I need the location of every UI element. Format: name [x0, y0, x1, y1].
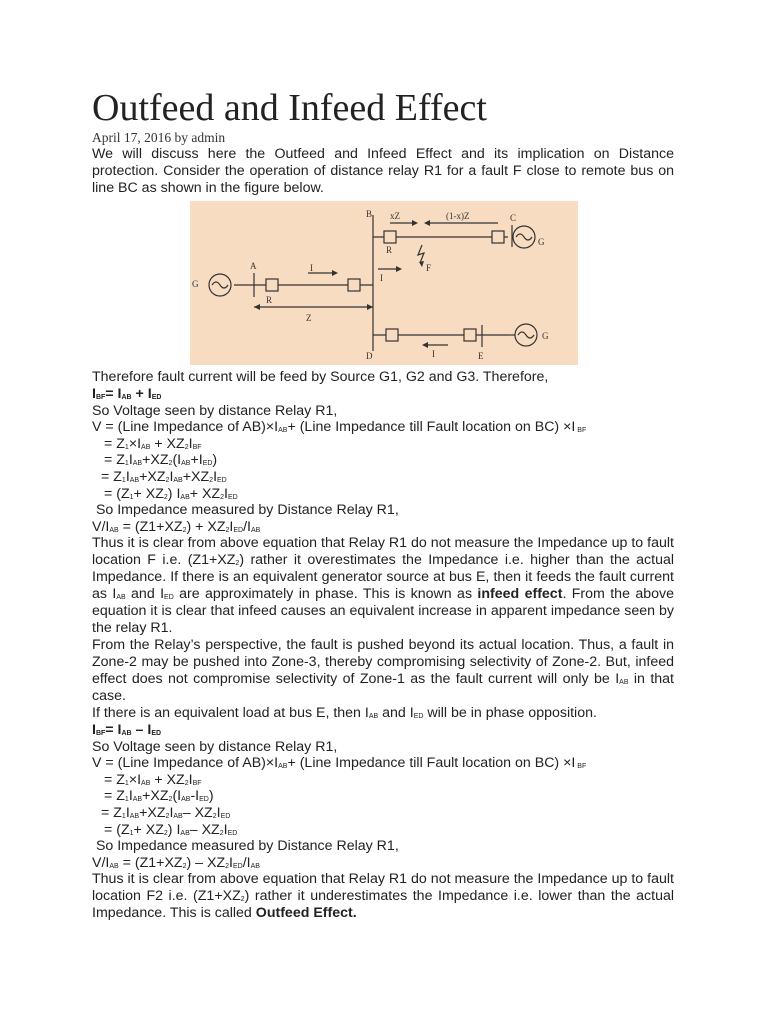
- label-ied: I: [432, 349, 435, 359]
- label-1-minus-x-z2: (1-x)Z: [446, 211, 470, 221]
- impedance-measured-label-2: So Impedance measured by Distance Relay R1,: [92, 838, 399, 855]
- date-byline: April 17, 2016 by admin: [92, 130, 226, 145]
- label-fault-f: F: [426, 263, 432, 273]
- equation-ibf-infeed: $I_{BF}= I_{AB} + I_{ED}$: [92, 386, 162, 402]
- equation-step-1: = $Z_1\times I_{AB} + XZ_2I_{BF}$: [104, 435, 202, 452]
- fault-current-paragraph: Therefore fault current will be feed by Source G1, G2 and G3. Therefore,: [92, 369, 549, 385]
- equation-ibf-outfeed: $I_{BF}= I_{AB} - I_{ED}$: [92, 721, 162, 738]
- label-ibc: I: [380, 273, 383, 283]
- label-g2: G: [542, 331, 549, 341]
- circuit-diagram: [190, 201, 578, 365]
- outfeed-step-4: = $(Z_1+ XZ_2)$ $I_{AB}-$ $XZ_2I_{ED}$: [104, 821, 238, 838]
- impedance-equation-infeed: $V/I_{AB} = (Z1+XZ_2) + XZ_2I_{ED}/I_{AB}$: [92, 518, 261, 535]
- label-bus-b: B: [366, 209, 373, 219]
- label-bus-d: D: [366, 351, 373, 361]
- voltage-equation: V = (Line Impedance of $AB)\times I_{AB}+$ (Line Impedance till Fault location on BC) ×I $_{BF}$: [92, 419, 587, 436]
- outfeed-step-3: = $Z_1I_{AB}+XZ_2I_{AB}-$ $XZ_2I_{ED}$: [101, 804, 231, 821]
- equation-step-3: = $Z_1I_{AB}+XZ_2I_{AB}+XZ_2I_{ED}$: [101, 468, 227, 485]
- page-title: Outfeed and Infeed Effect: [92, 87, 487, 129]
- intro-paragraph: We will discuss here the Outfeed and Infeed Effect and its implication on Distance protection. Consider the operation of distance relay R1 for a fault F close to remote bus on line BC as shown in the figure below.: [92, 146, 674, 196]
- equation-step-2: = $Z_1I_{AB}+XZ_2(I_{AB}+I_{ED})$: [104, 452, 218, 469]
- impedance-measured-label: So Impedance measured by Distance Relay R1,: [92, 502, 399, 519]
- label-bus-a: A: [250, 261, 257, 271]
- outfeed-step-1: = $Z_1\times I_{AB} + XZ_2I_{BF}$: [104, 771, 202, 788]
- label-g3: G: [538, 237, 545, 247]
- label-g1: G: [192, 279, 199, 289]
- relay-perspective-paragraph: From the Relay’s perspective, the fault is pushed beyond its actual location. Thus, a fault in Zone-2 may be pushed into Zone-3, thereby compromising selectivity of Zone-2. But, infeed effect does not compromise selectivity of Zone-1 as the fault current will only be $I_{AB}$ in that case.: [92, 637, 674, 705]
- outfeed-step-2: = $Z_1I_{AB}+XZ_2(I_{AB}-I_{ED})$: [104, 788, 214, 805]
- label-r1: R: [266, 295, 273, 305]
- voltage-seen-label: So Voltage seen by distance Relay R1,: [92, 402, 338, 419]
- load-at-bus-e-line: If there is an equivalent load at bus E, then $I_{AB}$ and $I_{ED}$ will be in phase opposition.: [92, 705, 597, 722]
- impedance-equation-outfeed: $V/I_{AB} = (Z1+XZ_2) - XZ_2I_{ED}/I_{AB}$: [92, 854, 260, 871]
- label-xz2: xZ: [390, 211, 400, 221]
- label-r3: R: [386, 245, 393, 255]
- circuit-diagram-svg: [190, 201, 578, 365]
- label-iab: I: [310, 263, 313, 273]
- outfeed-paragraph: Thus it is clear from above equation that Relay R1 do not measure the Impedance up to fault location F2 i.e. $(Z1+XZ_2)$ rather it underestimates the Impedance i.e. lower than the actual Impedance. This is called Outfeed Effect.: [92, 871, 675, 922]
- label-bus-c: C: [510, 213, 517, 223]
- equation-step-4: = $(Z_1+ XZ_2)$ $I_{AB}+ XZ_2I_{ED}$: [104, 485, 238, 502]
- voltage-equation-2: V = (Line Impedance of $AB)\times I_{AB}+$ (Line Impedance till Fault location on BC) ×I $_{BF}$: [92, 755, 587, 772]
- article: [92, 86, 674, 922]
- label-bus-e: E: [478, 351, 484, 361]
- label-z1: Z: [306, 313, 312, 323]
- infeed-paragraph: Thus it is clear from above equation that Relay R1 do not measure the Impedance up to fault location F i.e. $(Z1+XZ_2)$ rather it overestimates the Impedance i.e. higher than the actual Impedance. If there is an equivalent generator source at bus E, then it feeds the fault current as $I_{AB}$ and $I_{ED}$ are approximately in phase. This is known as infeed effect. From the above equation it is clear that infeed causes an equivalent increase in apparent impedance seen by the relay R1.: [92, 535, 675, 637]
- voltage-seen-label-2: So Voltage seen by distance Relay R1,: [92, 738, 338, 755]
